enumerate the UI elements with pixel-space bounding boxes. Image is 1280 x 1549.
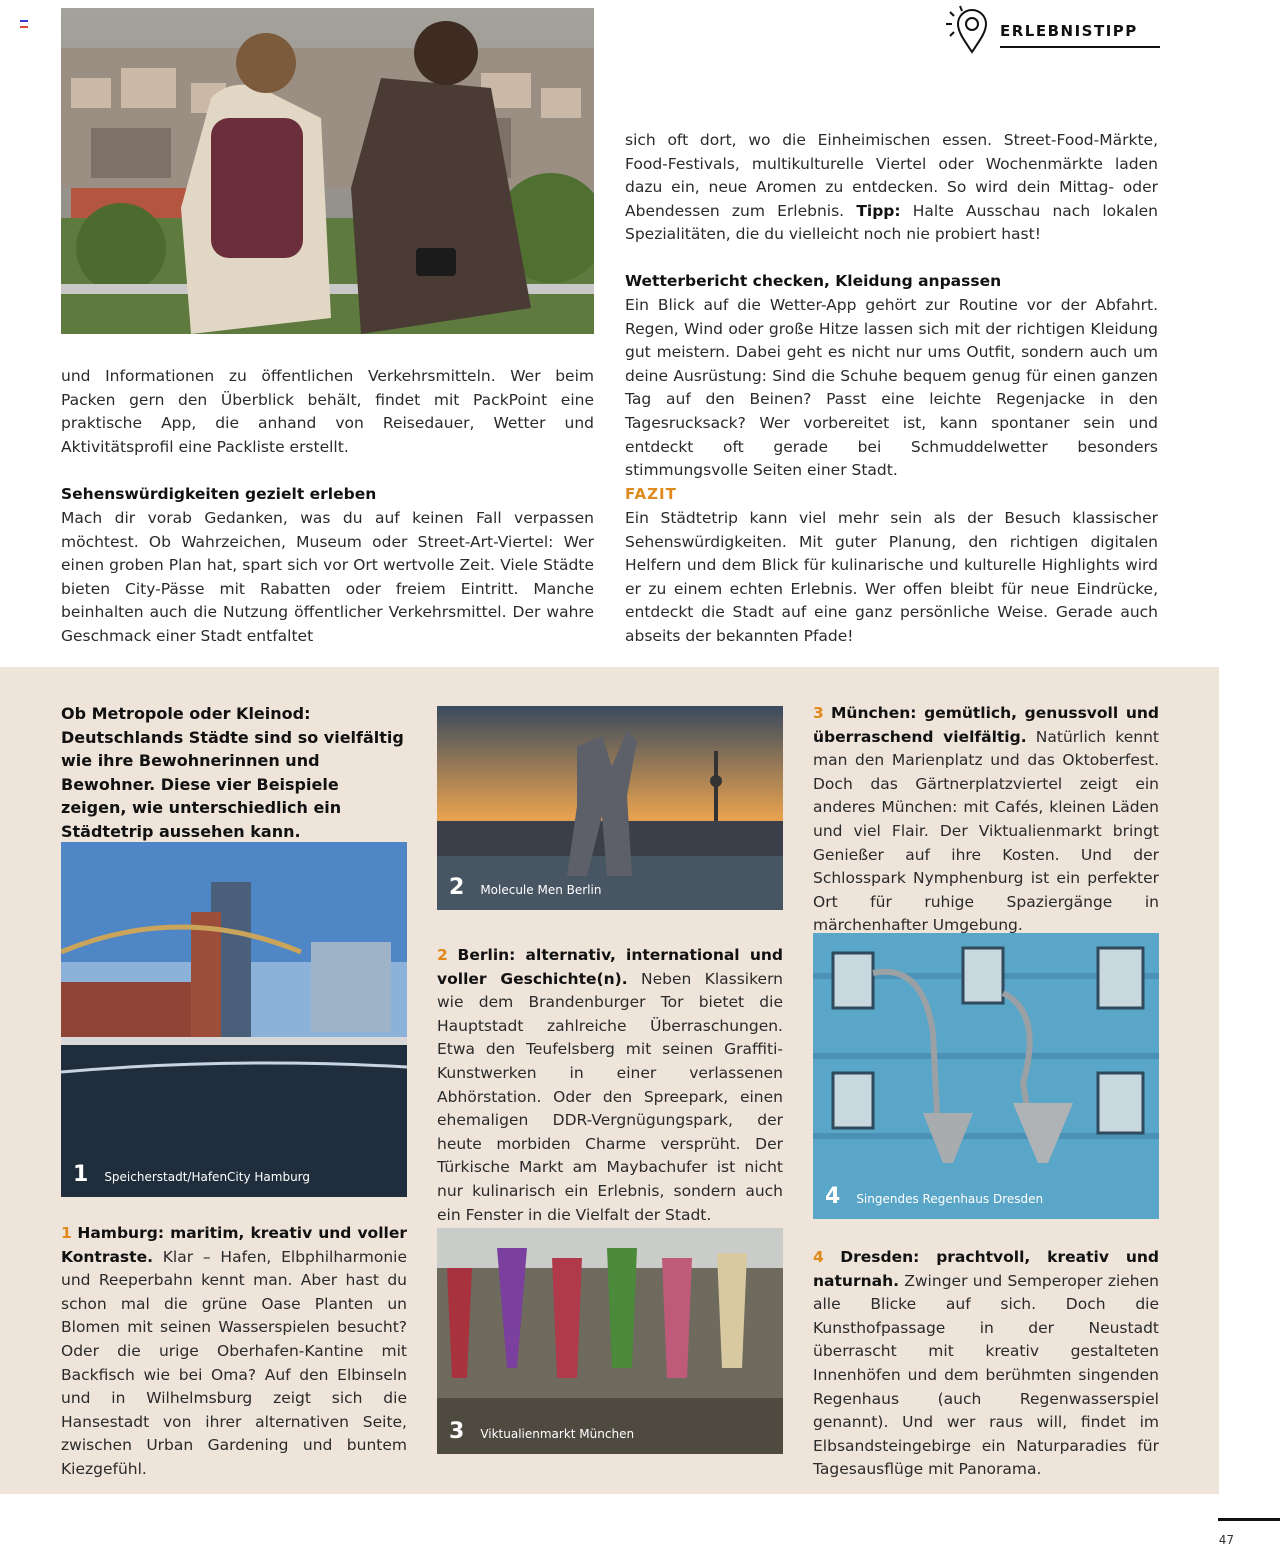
food-paragraph — [625, 129, 1158, 247]
packing-paragraph: und Informationen zu öffentlichen Verkehrsmitteln. Wer beim Packen gern den Überblick behält, findet mit PackPoint eine praktische App, die anhand von Reisedauer, Wetter und Aktivitätsprofil eine Packliste erstellt. — [61, 367, 594, 456]
erlebnistipp-badge — [936, 4, 1160, 56]
city-text-2: Neben Klassikern wie dem Brandenburger Tor bietet die Hauptstadt zahlreiche Überraschungen. Etwa den Teufelsberg mit seinen Graffiti-Kunstwerken in einer verlassenen Abhörstation. Oder den Spreepark, einen ehemaligen DDR-Vergnügungspark, der heute morbiden Charme versprüht. Der Türkische Markt am Maybachufer ist nicht nur kulinarisch ein Erlebnis, sondern auch ein Fenster in die Vielfalt der Stadt. — [437, 969, 783, 1224]
city-text-1: Klar – Hafen, Elbphilharmonie und Reeperbahn kennt man. Aber hast du schon mal die grüne Oase Planten un Blomen mit seinen Wasserspielen besucht? Oder die urige Oberhafen-Kantine mit Backfisch wie bei Oma? Auf den Elbinseln und in Wilhelmsburg zeigt sich die Hansestadt von ihrer alternativen Seite, zwischen Urban Gardening und buntem Kiezgefühl. — [61, 1247, 407, 1478]
photo-caption-text-3: Viktualienmarkt München — [480, 1427, 635, 1441]
photo-caption-text-1: Speicherstadt/HafenCity Hamburg — [104, 1170, 311, 1184]
photo-caption-2 — [449, 875, 601, 900]
weather-paragraph: Ein Blick auf die Wetter-App gehört zur Routine vor der Abfahrt. Regen, Wind oder große Hitze lassen sich mit der richtigen Kleidung gut meistern. Dabei geht es nicht nur ums Outfit, sondern auch um deine Ausrüstung: Sind die Schuhe bequem genug für einen ganzen Tag auf den Beinen? Passt eine leichte Regenjacke in den Tagesrucksack? Wer vorbereitet ist, kann spontaner sein und entdeckt oft gerade bei Schmuddelwetter besonders stimmungsvolle Seiten einer Stadt. — [625, 296, 1158, 480]
sights-heading: Sehenswürdigkeiten gezielt erleben — [61, 485, 377, 503]
city-title-2: Berlin: alternativ, international und voller Geschichte(n). — [437, 946, 783, 988]
photo-caption-3 — [449, 1419, 634, 1444]
city-number-2: 2 — [437, 946, 448, 964]
photo-number-3: 3 — [449, 1419, 465, 1444]
page-number: 47 — [1218, 1533, 1234, 1547]
city-item-hamburg — [61, 1222, 407, 1482]
photo-caption-4 — [825, 1184, 1043, 1209]
city-item-dresden — [813, 1246, 1159, 1482]
erlebnistipp-label: ERLEBNISTIPP — [1000, 22, 1138, 40]
dresden-photo — [813, 933, 1159, 1219]
photo-caption-text-4: Singendes Regenhaus Dresden — [856, 1192, 1044, 1206]
city-text-4: Zwinger und Semperoper ziehen alle Blicke auf sich. Doch die Kunsthofpassage in der Neustadt überrascht mit kreativ gestalteten Innenhöfen und dem berühmten singenden Regenhaus (auch Regenwasserspiel genannt). Und wer raus will, findet im Elbsandsteingebirge ein Naturparadies für Tagesausflüge mit Panorama. — [813, 1271, 1159, 1479]
photo-caption-1 — [73, 1162, 310, 1187]
city-number-1: 1 — [61, 1224, 72, 1242]
photo-number-4: 4 — [825, 1184, 841, 1209]
flag-icon — [20, 20, 28, 27]
food-text: sich oft dort, wo die Einheimischen essen. Street-Food-Märkte, Food-Festivals, multikulturelle Viertel oder Wochenmärkte laden dazu ein, neue Aromen zu entdecken. So wird dein Mittag- oder Abendessen zum Erlebnis. — [625, 131, 1158, 220]
photo-number-1: 1 — [73, 1162, 89, 1187]
page-number-rule — [1218, 1518, 1280, 1521]
city-title-4: Dresden: prachtvoll, kreativ und naturnah. — [813, 1248, 1159, 1290]
city-text-3: Natürlich kennt man den Marienplatz und das Oktoberfest. Doch das Gärtnerplatzviertel zeigt ein anderes München: mit Cafés, kleinen Läden und viel Flair. Der Viktualienmarkt bringt Genießer auf ihre Kosten. Und der Schlosspark Nymphenburg ist ein perfekter Ort für ruhige Spaziergänge in märchenhafter Umgebung. — [813, 727, 1159, 935]
sun-location-pin-icon — [936, 4, 996, 56]
fazit-paragraph: Ein Städtetrip kann viel mehr sein als der Besuch klassischer Sehenswürdigkeiten. Mit guter Planung, den richtigen digitalen Helfern und dem Blick für kulinarische und kulturelle Highlights wird er zu einem echten Erlebnis. Wer offen bleibt für neue Eindrücke, entdeckt die Stadt auf eine ganz persönliche Weise. Gerade auch abseits der bekannten Pfade! — [625, 509, 1158, 645]
city-item-berlin — [437, 944, 783, 1227]
city-title-1: Hamburg: maritim, kreativ und voller Kontraste. — [61, 1224, 407, 1266]
fazit-heading: FAZIT — [625, 485, 677, 503]
couple-city-photo — [61, 8, 594, 334]
sights-paragraph: Mach dir vorab Gedanken, was du auf keinen Fall verpassen möchtest. Ob Wahrzeichen, Museum oder Street-Art-Viertel: Wer einen groben Plan hat, spart sich vor Ort wertvolle Zeit. Viele Städte bieten City-Pässe mit Rabatten oder freiem Eintritt. Manche beinhalten auch die Nutzung öffentlicher Verkehrsmittel. Der wahre Geschmack einer Stadt entfaltet — [61, 509, 594, 645]
erlebnistipp-rule — [1000, 46, 1160, 48]
city-number-3: 3 — [813, 704, 824, 722]
hamburg-photo — [61, 842, 407, 1197]
box-intro: Ob Metropole oder Kleinod: Deutschlands Städte sind so vielfältig wie ihre Bewohnerinnen und Bewohner. Diese vier Beispiele zeigen, wie unterschiedlich ein Städtetrip aussehen kann. — [61, 704, 404, 841]
berlin-photo — [437, 706, 783, 910]
city-item-munich — [813, 702, 1159, 938]
tip-text: Halte Ausschau nach lokalen Spezialitäten, die du vielleicht noch nie probiert hast! — [625, 201, 1158, 244]
tip-label: Tipp: — [856, 201, 901, 220]
city-number-4: 4 — [813, 1248, 824, 1266]
photo-number-2: 2 — [449, 875, 465, 900]
munich-photo — [437, 1228, 783, 1454]
photo-caption-text-2: Molecule Men Berlin — [480, 883, 602, 897]
city-title-3: München: gemütlich, genussvoll und überraschend vielfältig. — [813, 704, 1159, 746]
weather-heading: Wetterbericht checken, Kleidung anpassen — [625, 272, 1002, 290]
